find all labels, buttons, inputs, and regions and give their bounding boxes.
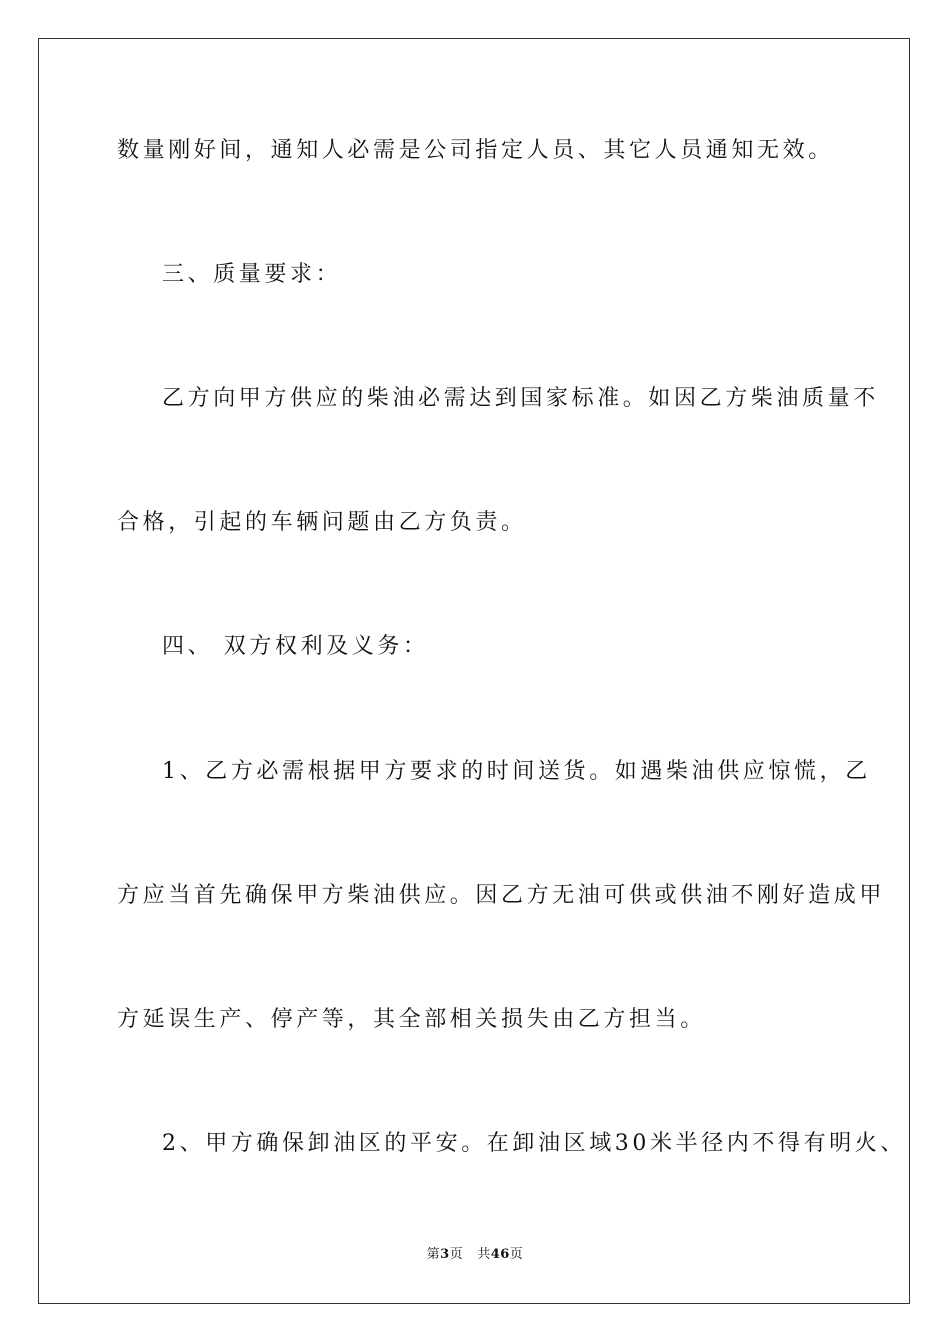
paragraph-line-9: 2、甲方确保卸油区的平安。在卸油区域30米半径内不得有明火、 <box>162 1131 906 1156</box>
page-border <box>38 38 910 1304</box>
footer-total-prefix: 共 <box>477 1247 491 1262</box>
footer-page-suffix: 页 <box>449 1247 464 1262</box>
paragraph-line-7: 方应当首先确保甲方柴油供应。因乙方无油可供或供油不刚好造成甲 <box>117 883 886 908</box>
footer-page-prefix: 第 <box>426 1247 441 1262</box>
footer-total-suffix: 页 <box>509 1247 524 1262</box>
paragraph-line-8: 方延误生产、停产等，其全部相关损失由乙方担当。 <box>117 1007 706 1032</box>
paragraph-line-6: 1、乙方必需根据甲方要求的时间送货。如遇柴油供应惊慌，乙 <box>162 759 871 784</box>
section-heading-rights: 四、 双方权利及义务： <box>162 634 429 659</box>
paragraph-line-1: 数量刚好间，通知人必需是公司指定人员、其它人员通知无效。 <box>117 138 834 163</box>
footer-total-pages: 46 <box>490 1247 510 1262</box>
footer-page-number: 3 <box>440 1247 450 1262</box>
paragraph-line-3: 乙方向甲方供应的柴油必需达到国家标准。如因乙方柴油质量不 <box>162 386 879 411</box>
paragraph-line-4: 合格，引起的车辆问题由乙方负责。 <box>117 510 527 535</box>
section-heading-quality: 三、质量要求： <box>162 262 342 287</box>
page-footer <box>0 1243 950 1262</box>
